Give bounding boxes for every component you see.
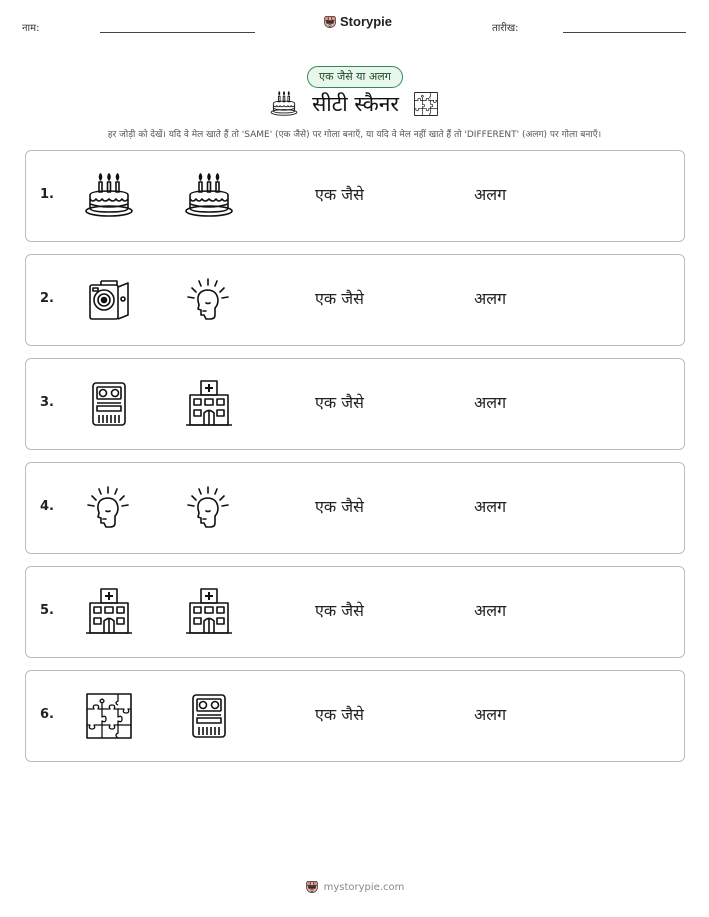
footer-url[interactable]: mystorypie.com [323, 881, 405, 893]
different-option[interactable]: अलग [474, 185, 507, 204]
question-row [25, 254, 685, 346]
question-row [25, 150, 685, 242]
headache-icon [84, 483, 134, 533]
ct-scanner-icon [84, 379, 134, 429]
date-line[interactable] [563, 32, 686, 33]
question-number: 3. [40, 395, 54, 410]
storypie-logo-icon [305, 880, 319, 894]
cake-icon [84, 171, 134, 221]
question-number: 1. [40, 187, 54, 202]
hospital-icon [184, 587, 234, 637]
question-number: 4. [40, 499, 54, 514]
name-label: नाम: [22, 23, 40, 34]
ct-scanner-icon [184, 691, 234, 741]
camera-icon [84, 275, 134, 325]
different-option[interactable]: अलग [474, 497, 507, 516]
instructions: हर जोड़ी को देखें। यदि वे मेल खाते हैं तो 'SAME' (एक जैसे) पर गोला बनाएँ, या यदि वे मेल नहीं खाते हैं तो 'DIFFERENT' (अलग) पर गोला बनाएँ। [107, 130, 602, 140]
question-row [25, 670, 685, 762]
different-option[interactable]: अलग [474, 393, 507, 412]
page-title: सीटी स्कैनर [312, 92, 399, 116]
different-option[interactable]: अलग [474, 705, 507, 724]
puzzle-icon [413, 91, 439, 117]
cake-icon [270, 90, 298, 118]
hospital-icon [84, 587, 134, 637]
cake-icon [184, 171, 234, 221]
different-option[interactable]: अलग [474, 601, 507, 620]
question-row [25, 566, 685, 658]
name-line[interactable] [100, 32, 255, 33]
date-label: तारीख: [492, 23, 519, 34]
question-number: 5. [40, 603, 54, 618]
same-option[interactable]: एक जैसे [315, 497, 364, 516]
title-row [0, 90, 709, 118]
same-option[interactable]: एक जैसे [315, 185, 364, 204]
hospital-icon [184, 379, 234, 429]
question-number: 2. [40, 291, 54, 306]
same-option[interactable]: एक जैसे [315, 289, 364, 308]
puzzle-icon [84, 691, 134, 741]
same-option[interactable]: एक जैसे [315, 705, 364, 724]
question-row [25, 462, 685, 554]
different-option[interactable]: अलग [474, 289, 507, 308]
same-option[interactable]: एक जैसे [315, 393, 364, 412]
storypie-logo [323, 14, 392, 29]
question-number: 6. [40, 707, 54, 722]
same-option[interactable]: एक जैसे [315, 601, 364, 620]
footer [0, 880, 709, 894]
logo-text: Storypie [340, 14, 393, 29]
storypie-logo-icon [323, 15, 337, 29]
question-row [25, 358, 685, 450]
headache-icon [184, 275, 234, 325]
worksheet-tag: एक जैसे या अलग [307, 66, 403, 88]
headache-icon [184, 483, 234, 533]
